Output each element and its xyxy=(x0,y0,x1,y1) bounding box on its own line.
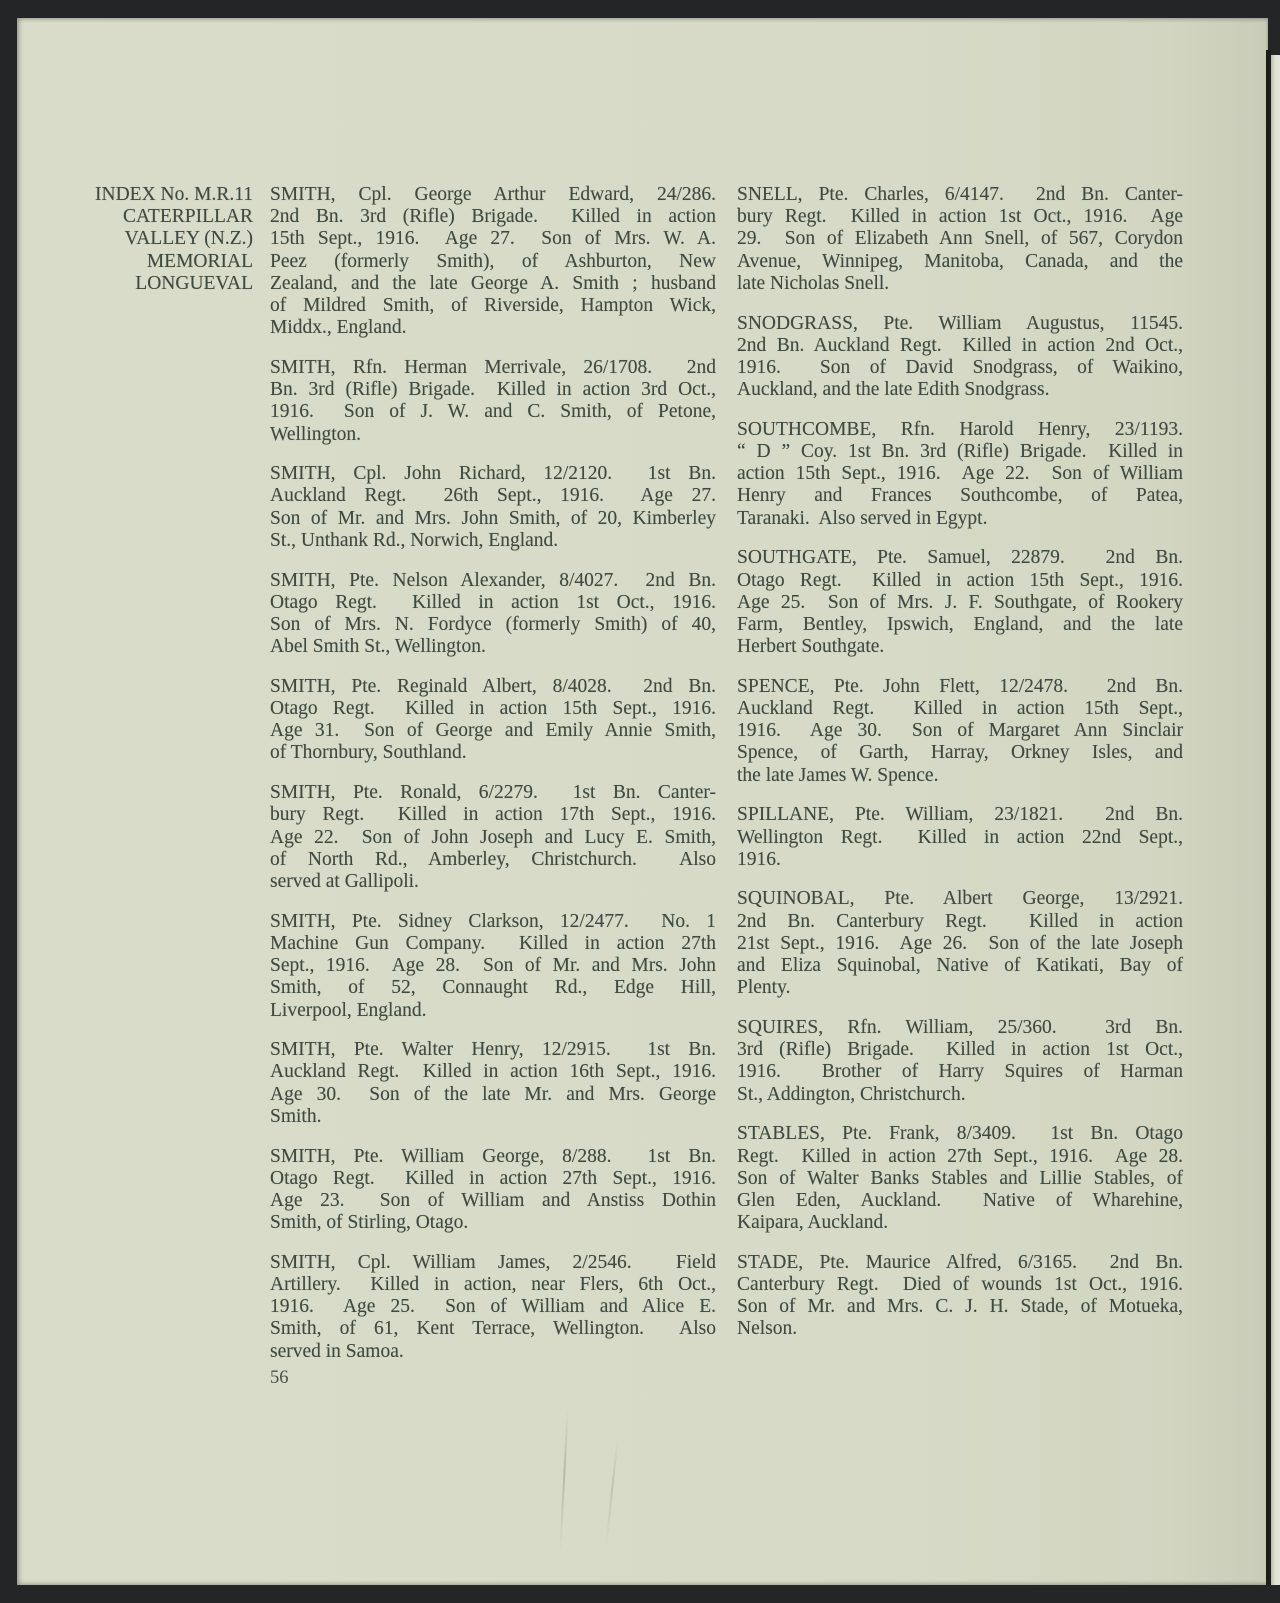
entry-line: SOUTHCOMBE, Rfn. Harold Henry, 23/1193. xyxy=(737,418,1183,440)
book-page xyxy=(17,18,1268,1585)
entry-line: 2nd Bn. Canterbury Regt. Killed in action xyxy=(737,910,1183,932)
entry-line: Kaipara, Auckland. xyxy=(737,1212,889,1234)
entry-line: 15th Sept., 1916. Age 27. Son of Mrs. W. A. xyxy=(270,228,716,250)
entry-line: SQUINOBAL, Pte. Albert George, 13/2921. xyxy=(737,888,1183,910)
entry-line: 21st Sept., 1916. Age 26. Son of the late Joseph xyxy=(737,932,1183,954)
entry-line: SMITH, Pte. Reginald Albert, 8/4028. 2nd Bn. xyxy=(270,675,716,697)
entry-line: Peez (formerly Smith), of Ashburton, New xyxy=(270,250,716,272)
entry-line: SPENCE, Pte. John Flett, 12/2478. 2nd Bn. xyxy=(737,675,1183,697)
entry-line: Auckland Regt. Killed in action 15th Sept., xyxy=(737,698,1183,720)
entry-line: Middx., England. xyxy=(270,317,407,339)
entry-line: Smith, of 61, Kent Terrace, Wellington. Also xyxy=(270,1318,716,1340)
entry-line: Spence, of Garth, Harray, Orkney Isles, and xyxy=(737,742,1183,764)
entry-line: Sept., 1916. Age 28. Son of Mr. and Mrs. John xyxy=(270,955,716,977)
memorial-entry xyxy=(737,184,1183,295)
entry-line: SNODGRASS, Pte. William Augustus, 11545. xyxy=(737,312,1183,334)
entry-line: Age 23. Son of William and Anstiss Dothin xyxy=(270,1189,716,1211)
entry-line: Age 31. Son of George and Emily Annie Smith, xyxy=(270,720,716,742)
entry-line: 2nd Bn. Auckland Regt. Killed in action 2nd Oct., xyxy=(737,334,1183,356)
entry-line: Artillery. Killed in action, near Flers, 6th Oct., xyxy=(270,1274,716,1296)
entry-line: of North Rd., Amberley, Christchurch. Also xyxy=(270,848,716,870)
memorial-entry xyxy=(737,1123,1183,1234)
entry-line: Taranaki. Also served in Egypt. xyxy=(737,507,988,529)
entry-line: 1916. Son of David Snodgrass, of Waikino, xyxy=(737,356,1183,378)
memorial-index-header-line: INDEX No. M.R.11 xyxy=(95,184,253,205)
entry-line: Auckland Regt. Killed in action 16th Sept., 1916. xyxy=(270,1061,716,1083)
entry-line: Abel Smith St., Wellington. xyxy=(270,636,486,658)
column-left xyxy=(270,184,716,1380)
entry-line: bury Regt. Killed in action 1st Oct., 1916. Age xyxy=(737,206,1183,228)
entry-line: 1916. Son of J. W. and C. Smith, of Petone, xyxy=(270,401,716,423)
entry-line: Otago Regt. Killed in action 27th Sept., 1916. xyxy=(270,1167,716,1189)
entry-line: 1916. Brother of Harry Squires of Harman xyxy=(737,1061,1183,1083)
entry-line: late Nicholas Snell. xyxy=(737,272,890,294)
entry-line: 1916. Age 25. Son of William and Alice E. xyxy=(270,1296,716,1318)
entry-line: Smith. xyxy=(270,1105,322,1127)
memorial-entry xyxy=(270,1252,716,1363)
entry-line: SMITH, Pte. William George, 8/288. 1st Bn. xyxy=(270,1145,716,1167)
memorial-entry xyxy=(737,1252,1183,1341)
page-crease-mark xyxy=(559,1410,568,1550)
memorial-entry xyxy=(270,1146,716,1235)
memorial-entry xyxy=(270,570,716,659)
memorial-entry xyxy=(270,676,716,765)
entry-line: Wellington. xyxy=(270,423,362,445)
page-number: 56 xyxy=(270,1368,289,1388)
memorial-entry xyxy=(737,313,1183,402)
memorial-entry xyxy=(737,547,1183,658)
entry-line: SMITH, Rfn. Herman Merrivale, 26/1708. 2nd xyxy=(270,356,716,378)
memorial-entry xyxy=(270,782,716,893)
entry-line: SPILLANE, Pte. William, 23/1821. 2nd Bn. xyxy=(737,804,1183,826)
entry-line: of Thornbury, Southland. xyxy=(270,742,467,764)
entry-line: SOUTHGATE, Pte. Samuel, 22879. 2nd Bn. xyxy=(737,547,1183,569)
entry-line: Otago Regt. Killed in action 15th Sept., 1916. xyxy=(270,698,716,720)
entry-line: 1916. Age 30. Son of Margaret Ann Sinclair xyxy=(737,720,1183,742)
entry-line: SQUIRES, Rfn. William, 25/360. 3rd Bn. xyxy=(737,1017,1183,1038)
entry-line: 2nd Bn. 3rd (Rifle) Brigade. Killed in action xyxy=(270,206,716,228)
memorial-index-header xyxy=(57,184,253,295)
entry-line: SMITH, Cpl. George Arthur Edward, 24/286. xyxy=(270,184,716,205)
entry-line: SMITH, Pte. Sidney Clarkson, 12/2477. No. 1 xyxy=(270,910,716,932)
entry-line: Son of Walter Banks Stables and Lillie Stables, of xyxy=(737,1167,1183,1189)
entry-line: Henry and Frances Southcombe, of Patea, xyxy=(737,485,1183,507)
memorial-entry xyxy=(270,357,716,446)
entry-line: action 15th Sept., 1916. Age 22. Son of William xyxy=(737,463,1183,485)
memorial-index-header-line: CATERPILLAR xyxy=(122,206,253,228)
entry-line: 1916. xyxy=(737,848,781,870)
entry-line: STABLES, Pte. Frank, 8/3409. 1st Bn. Otago xyxy=(737,1123,1183,1145)
entry-line: Machine Gun Company. Killed in action 27th xyxy=(270,932,716,954)
memorial-entry xyxy=(270,911,716,1022)
entry-line: Glen Eden, Auckland. Native of Wharehine, xyxy=(737,1189,1183,1211)
entry-line: Canterbury Regt. Died of wounds 1st Oct., 1916. xyxy=(737,1274,1183,1296)
entry-line: Farm, Bentley, Ipswich, England, and the late xyxy=(737,613,1183,635)
entry-line: SNELL, Pte. Charles, 6/4147. 2nd Bn. Canter- xyxy=(737,184,1183,205)
entry-line: Smith, of Stirling, Otago. xyxy=(270,1212,469,1234)
memorial-entry xyxy=(737,888,1183,999)
entry-line: Auckland Regt. 26th Sept., 1916. Age 27. xyxy=(270,485,716,507)
memorial-entry xyxy=(737,419,1183,530)
entry-line: SMITH, Pte. Nelson Alexander, 8/4027. 2nd Bn. xyxy=(270,569,716,591)
entry-line: SMITH, Cpl. William James, 2/2546. Field xyxy=(270,1251,716,1273)
entry-line: 29. Son of Elizabeth Ann Snell, of 567, Corydon xyxy=(737,228,1183,250)
entry-line: Plenty. xyxy=(737,977,791,999)
entry-line: SMITH, Pte. Walter Henry, 12/2915. 1st Bn. xyxy=(270,1039,716,1061)
entry-line: the late James W. Spence. xyxy=(737,764,939,786)
entry-line: Auckland, and the late Edith Snodgrass. xyxy=(737,379,1050,401)
entry-line: Age 30. Son of the late Mr. and Mrs. George xyxy=(270,1083,716,1105)
entry-line: Herbert Southgate. xyxy=(737,636,885,658)
entry-line: SMITH, Cpl. John Richard, 12/2120. 1st Bn. xyxy=(270,463,716,485)
entry-line: Son of Mrs. N. Fordyce (formerly Smith) of 40, xyxy=(270,613,716,635)
entry-line: Bn. 3rd (Rifle) Brigade. Killed in action 3rd Oct., xyxy=(270,379,716,401)
entry-line: SMITH, Pte. Ronald, 6/2279. 1st Bn. Canter- xyxy=(270,782,716,804)
entry-line: of Mildred Smith, of Riverside, Hampton Wick, xyxy=(270,295,716,317)
next-page-edge xyxy=(1271,55,1280,1585)
memorial-entry xyxy=(737,804,1183,871)
entry-line: Smith, of 52, Connaught Rd., Edge Hill, xyxy=(270,977,716,999)
entry-line: Wellington Regt. Killed in action 22nd Sept., xyxy=(737,826,1183,848)
entry-line: Age 22. Son of John Joseph and Lucy E. Smith, xyxy=(270,826,716,848)
memorial-index-header-line: MEMORIAL xyxy=(146,250,253,272)
memorial-index-header-line: VALLEY (N.Z.) xyxy=(124,228,253,250)
entry-line: served at Gallipoli. xyxy=(270,870,419,892)
entry-line: Son of Mr. and Mrs. John Smith, of 20, Kimberley xyxy=(270,507,716,529)
memorial-entry xyxy=(270,184,716,339)
entry-line: St., Unthank Rd., Norwich, England. xyxy=(270,529,559,551)
entry-line: Otago Regt. Killed in action 15th Sept., 1916. xyxy=(737,569,1183,591)
column-right xyxy=(737,184,1183,1358)
entry-line: Age 25. Son of Mrs. J. F. Southgate, of Rookery xyxy=(737,591,1183,613)
memorial-entry xyxy=(737,676,1183,787)
entry-line: Son of Mr. and Mrs. C. J. H. Stade, of Motueka, xyxy=(737,1296,1183,1318)
entry-line: Regt. Killed in action 27th Sept., 1916. Age 28. xyxy=(737,1145,1183,1167)
entry-line: Zealand, and the late George A. Smith ; husband xyxy=(270,272,716,294)
entry-line: and Eliza Squinobal, Native of Katikati, Bay of xyxy=(737,955,1183,977)
entry-line: Liverpool, England. xyxy=(270,999,427,1021)
entry-line: 3rd (Rifle) Brigade. Killed in action 1st Oct., xyxy=(737,1039,1183,1061)
entry-line: Nelson. xyxy=(737,1318,798,1340)
entry-line: Otago Regt. Killed in action 1st Oct., 1916. xyxy=(270,591,716,613)
entry-line: served in Samoa. xyxy=(270,1340,404,1362)
entry-line: STADE, Pte. Maurice Alfred, 6/3165. 2nd Bn. xyxy=(737,1251,1183,1273)
entry-line: “ D ” Coy. 1st Bn. 3rd (Rifle) Brigade. Killed in xyxy=(737,441,1183,463)
memorial-entry xyxy=(270,463,716,552)
memorial-entry xyxy=(270,1039,716,1128)
entry-line: bury Regt. Killed in action 17th Sept., 1916. xyxy=(270,804,716,826)
page-crease-mark xyxy=(605,1436,618,1546)
memorial-entry xyxy=(737,1017,1183,1106)
memorial-index-header-line: LONGUEVAL xyxy=(135,272,253,294)
entry-line: St., Addington, Christchurch. xyxy=(737,1083,966,1105)
entry-line: Avenue, Winnipeg, Manitoba, Canada, and the xyxy=(737,250,1183,272)
